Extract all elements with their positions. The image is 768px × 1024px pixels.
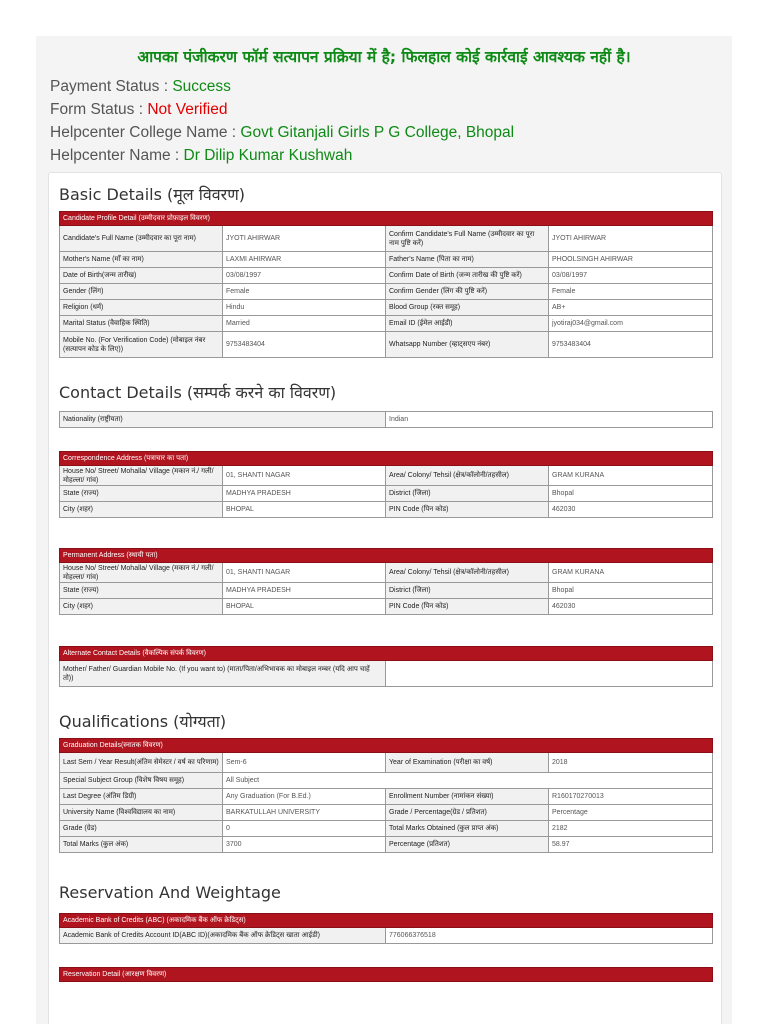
field-label: House No/ Street/ Mohalla/ Village (मकान नं./ गली/ मोहल्ला/ गांव) bbox=[60, 563, 223, 583]
field-label: State (राज्य) bbox=[60, 583, 223, 599]
abc-header: Academic Bank of Credits (ABC) (अकादमिक बैंक ऑफ क्रेडिट्स) bbox=[60, 914, 713, 928]
field-value: 9753483404 bbox=[549, 332, 713, 358]
field-label: Date of Birth(जन्म तारीख) bbox=[60, 268, 223, 284]
table-row bbox=[60, 226, 713, 252]
field-value: 01, SHANTI NAGAR bbox=[223, 466, 386, 486]
field-value: GRAM KURANA bbox=[549, 563, 713, 583]
field-label: Candidate's Full Name (उम्मीदवार का पूरा नाम) bbox=[60, 226, 223, 252]
field-label: Religion (धर्म) bbox=[60, 300, 223, 316]
field-value: Sem-6 bbox=[223, 753, 386, 773]
field-value: 58.97 bbox=[549, 837, 713, 853]
contact-details-title: Contact Details (सम्पर्क करने का विवरण) bbox=[59, 383, 337, 402]
field-value: JYOTI AHIRWAR bbox=[223, 226, 386, 252]
table-row bbox=[60, 821, 713, 837]
verification-banner: आपका पंजीकरण फॉर्म सत्यापन प्रक्रिया में है; फिलहाल कोई कार्रवाई आवश्यक नहीं है। bbox=[137, 48, 631, 66]
table-row bbox=[60, 928, 713, 944]
field-value: All Subject bbox=[223, 773, 713, 789]
nationality-table bbox=[59, 411, 713, 428]
reservation-detail-table bbox=[59, 967, 713, 982]
field-label: Confirm Gender (लिंग की पुष्टि करें) bbox=[386, 284, 549, 300]
table-row bbox=[60, 332, 713, 358]
table-row bbox=[60, 466, 713, 486]
field-value: Any Graduation (For B.Ed.) bbox=[223, 789, 386, 805]
field-label: State (राज्य) bbox=[60, 486, 223, 502]
field-label: Grade (ग्रेड) bbox=[60, 821, 223, 837]
field-value: 03/08/1997 bbox=[223, 268, 386, 284]
basic-details-table bbox=[59, 211, 713, 358]
field-label: Total Marks Obtained (कुल प्राप्त अंक) bbox=[386, 821, 549, 837]
graduation-details-table bbox=[59, 738, 713, 853]
correspondence-address-table bbox=[59, 451, 713, 518]
helpcenter-college-value: Govt Gitanjali Girls P G College, Bhopal bbox=[240, 124, 515, 141]
field-value: jyotiraj034@gmail.com bbox=[549, 316, 713, 332]
field-value: Percentage bbox=[549, 805, 713, 821]
field-value: 462030 bbox=[549, 502, 713, 518]
table-row bbox=[60, 599, 713, 615]
field-label: Special Subject Group (विशेष विषय समूह) bbox=[60, 773, 223, 789]
field-value: Indian bbox=[386, 412, 713, 428]
table-row bbox=[60, 805, 713, 821]
field-label: District (जिला) bbox=[386, 583, 549, 599]
field-value: Hindu bbox=[223, 300, 386, 316]
field-value: BHOPAL bbox=[223, 502, 386, 518]
field-label: Blood Group (रक्त समूह) bbox=[386, 300, 549, 316]
table-row bbox=[60, 661, 713, 687]
table-row bbox=[60, 486, 713, 502]
field-value: Married bbox=[223, 316, 386, 332]
field-label: Academic Bank of Credits Account ID(ABC ID)(अकादमिक बैंक ऑफ क्रेडिट्स खाता आईडी) bbox=[60, 928, 386, 944]
field-label: Nationality (राष्ट्रीयता) bbox=[60, 412, 386, 428]
helpcenter-college-label: Helpcenter College Name : bbox=[50, 124, 241, 141]
field-value: PHOOLSINGH AHIRWAR bbox=[549, 252, 713, 268]
field-label: Area/ Colony/ Tehsil (क्षेत्र/कॉलोनी/तहसील) bbox=[386, 563, 549, 583]
field-value: 2182 bbox=[549, 821, 713, 837]
field-label: Confirm Date of Birth (जन्म तारीख की पुष्टि करें) bbox=[386, 268, 549, 284]
alternate-contact-table bbox=[59, 646, 713, 687]
alternate-contact-header: Alternate Contact Details (वैकल्पिक संपर्क विवरण) bbox=[60, 647, 713, 661]
field-value: LAXMI AHIRWAR bbox=[223, 252, 386, 268]
correspondence-address-header: Correspondence Address (पत्राचार का पता) bbox=[60, 452, 713, 466]
field-label: University Name (विश्वविद्यालय का नाम) bbox=[60, 805, 223, 821]
field-value: Female bbox=[223, 284, 386, 300]
field-value: Female bbox=[549, 284, 713, 300]
form-status-page bbox=[36, 36, 732, 1024]
field-label: PIN Code (पिन कोड) bbox=[386, 599, 549, 615]
field-value: GRAM KURANA bbox=[549, 466, 713, 486]
field-label: Year of Examination (परीक्षा का वर्ष) bbox=[386, 753, 549, 773]
field-value: Bhopal bbox=[549, 486, 713, 502]
field-value: AB+ bbox=[549, 300, 713, 316]
helpcenter-name-value: Dr Dilip Kumar Kushwah bbox=[183, 147, 353, 164]
details-card bbox=[48, 172, 722, 1024]
field-label: Mobile No. (For Verification Code) (मोबाइल नंबर (सत्यापन कोड के लिए)) bbox=[60, 332, 223, 358]
field-value: JYOTI AHIRWAR bbox=[549, 226, 713, 252]
field-value: R160170270013 bbox=[549, 789, 713, 805]
graduation-details-header: Graduation Details(स्नातक विवरण) bbox=[60, 739, 713, 753]
field-value: 03/08/1997 bbox=[549, 268, 713, 284]
table-row bbox=[60, 412, 713, 428]
field-value: MADHYA PRADESH bbox=[223, 486, 386, 502]
table-row bbox=[60, 252, 713, 268]
field-value bbox=[386, 661, 713, 687]
field-label: Total Marks (कुल अंक) bbox=[60, 837, 223, 853]
table-row bbox=[60, 837, 713, 853]
payment-status-value: Success bbox=[172, 78, 231, 95]
field-label: Grade / Percentage(ग्रेड / प्रतिशत) bbox=[386, 805, 549, 821]
field-label: Enrollment Number (नामांकन संख्या) bbox=[386, 789, 549, 805]
field-label: District (जिला) bbox=[386, 486, 549, 502]
field-value: MADHYA PRADESH bbox=[223, 583, 386, 599]
form-status bbox=[50, 98, 732, 121]
field-label: Whatsapp Number (व्हाट्सएप नंबर) bbox=[386, 332, 549, 358]
field-value: BARKATULLAH UNIVERSITY bbox=[223, 805, 386, 821]
table-row bbox=[60, 753, 713, 773]
field-value: Bhopal bbox=[549, 583, 713, 599]
helpcenter-name bbox=[50, 144, 732, 167]
abc-table bbox=[59, 913, 713, 944]
table-row bbox=[60, 300, 713, 316]
form-status-label: Form Status : bbox=[50, 101, 148, 118]
basic-details-title: Basic Details (मूल विवरण) bbox=[59, 185, 246, 204]
field-label: Last Degree (अंतिम डिग्री) bbox=[60, 789, 223, 805]
table-row bbox=[60, 284, 713, 300]
field-value: 01, SHANTI NAGAR bbox=[223, 563, 386, 583]
field-label: Marital Status (वैवाहिक स्थिति) bbox=[60, 316, 223, 332]
field-label: Mother/ Father/ Guardian Mobile No. (If you want to) (माता/पिता/अभिभावक का मोबाइल नम्बर (यदि आप चाहें तो)) bbox=[60, 661, 386, 687]
permanent-address-header: Permanent Address (स्थायी पता) bbox=[60, 549, 713, 563]
field-value: 0 bbox=[223, 821, 386, 837]
field-label: Last Sem / Year Result(अंतिम सेमेस्टर / वर्ष का परिणाम) bbox=[60, 753, 223, 773]
field-value: 2018 bbox=[549, 753, 713, 773]
field-label: Email ID (ईमेल आईडी) bbox=[386, 316, 549, 332]
table-row bbox=[60, 583, 713, 599]
basic-details-header: Candidate Profile Detail (उम्मीदवार प्रोफ़ाइल विवरण) bbox=[60, 212, 713, 226]
field-value: BHOPAL bbox=[223, 599, 386, 615]
field-value: 3700 bbox=[223, 837, 386, 853]
field-value: 462030 bbox=[549, 599, 713, 615]
field-label: Percentage (प्रतिशत) bbox=[386, 837, 549, 853]
qualifications-title: Qualifications (योग्यता) bbox=[59, 712, 227, 731]
field-value: 9753483404 bbox=[223, 332, 386, 358]
field-label: Area/ Colony/ Tehsil (क्षेत्र/कॉलोनी/तहसील) bbox=[386, 466, 549, 486]
field-label: Gender (लिंग) bbox=[60, 284, 223, 300]
table-row bbox=[60, 773, 713, 789]
field-label: City (शहर) bbox=[60, 599, 223, 615]
reservation-title: Reservation And Weightage bbox=[59, 883, 281, 902]
field-label: Father's Name (पिता का नाम) bbox=[386, 252, 549, 268]
helpcenter-name-label: Helpcenter Name : bbox=[50, 147, 184, 164]
helpcenter-college bbox=[50, 121, 732, 144]
table-row bbox=[60, 563, 713, 583]
field-label: City (शहर) bbox=[60, 502, 223, 518]
reservation-detail-header: Reservation Detail (आरक्षण विवरण) bbox=[60, 968, 713, 982]
table-row bbox=[60, 316, 713, 332]
field-value: 776066376518 bbox=[386, 928, 713, 944]
field-label: PIN Code (पिन कोड) bbox=[386, 502, 549, 518]
field-label: House No/ Street/ Mohalla/ Village (मकान नं./ गली/ मोहल्ला/ गांव) bbox=[60, 466, 223, 486]
permanent-address-table bbox=[59, 548, 713, 615]
payment-status-label: Payment Status : bbox=[50, 78, 173, 95]
payment-status bbox=[50, 75, 732, 98]
form-status-value: Not Verified bbox=[147, 101, 228, 118]
table-row bbox=[60, 789, 713, 805]
field-label: Mother's Name (माँ का नाम) bbox=[60, 252, 223, 268]
table-row bbox=[60, 268, 713, 284]
field-label: Confirm Candidate's Full Name (उम्मीदवार का पूरा नाम पुष्टि करें) bbox=[386, 226, 549, 252]
table-row bbox=[60, 502, 713, 518]
